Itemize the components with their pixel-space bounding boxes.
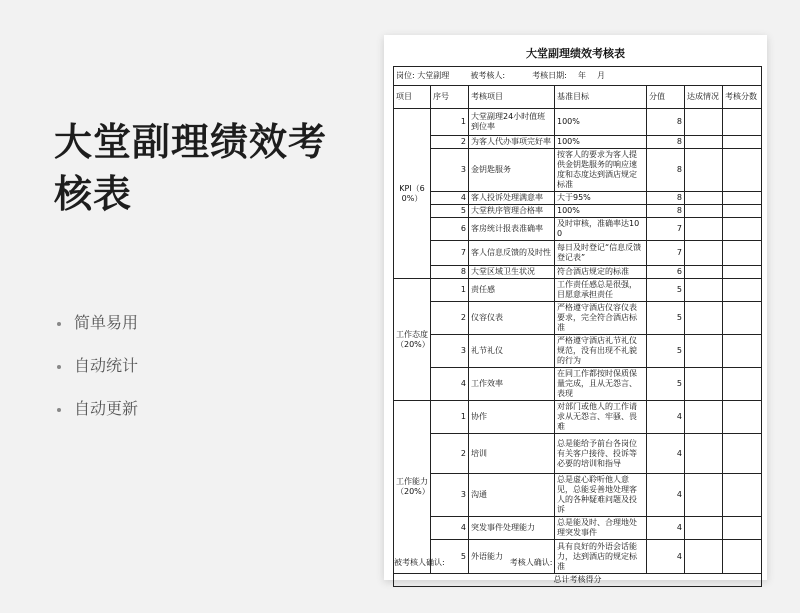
group-name-cell: KPI（60%）	[394, 109, 431, 279]
row-number-cell: 4	[431, 368, 469, 401]
achievement-cell[interactable]	[685, 241, 723, 266]
table-row	[394, 136, 762, 149]
header-cell: 基准目标	[555, 86, 647, 109]
table-row	[394, 192, 762, 205]
score-cell: 4	[647, 434, 685, 474]
item-cell: 责任感	[469, 279, 555, 302]
table-row	[394, 517, 762, 540]
target-cell: 工作责任感总是很强，目愿意承担责任	[555, 279, 647, 302]
score-cell: 8	[647, 192, 685, 205]
feature-item: 自动更新	[54, 392, 138, 435]
header-row	[394, 86, 762, 109]
row-number-cell: 3	[431, 149, 469, 192]
month-label: 月	[597, 71, 606, 80]
item-cell: 培训	[469, 434, 555, 474]
target-cell: 总是虚心聆听他人意见，总能妥善地处理客人的各种疑难问题及投诉	[555, 474, 647, 517]
score-cell: 7	[647, 218, 685, 241]
feature-list	[54, 306, 138, 435]
target-cell: 总是能及时、合理地处理突发事件	[555, 517, 647, 540]
achievement-cell[interactable]	[685, 434, 723, 474]
achievement-cell[interactable]	[685, 136, 723, 149]
final-score-cell[interactable]	[723, 517, 762, 540]
promo-title: 大堂副理绩效考核表	[54, 120, 328, 216]
table-row	[394, 434, 762, 474]
target-cell: 及时审核，准确率达100	[555, 218, 647, 241]
item-cell: 外语能力	[469, 540, 555, 574]
table-row	[394, 109, 762, 136]
row-number-cell: 6	[431, 218, 469, 241]
row-number-cell: 2	[431, 136, 469, 149]
target-cell: 100%	[555, 109, 647, 136]
target-cell: 每日及时登记“信息反馈登记表”	[555, 241, 647, 266]
achievement-cell[interactable]	[685, 205, 723, 218]
final-score-cell[interactable]	[723, 266, 762, 279]
document-preview	[384, 35, 767, 584]
achievement-cell[interactable]	[685, 109, 723, 136]
final-score-cell[interactable]	[723, 109, 762, 136]
achievement-cell[interactable]	[685, 335, 723, 368]
score-cell: 8	[647, 205, 685, 218]
score-cell: 8	[647, 149, 685, 192]
target-cell: 符合酒店规定的标准	[555, 266, 647, 279]
item-cell: 大堂区域卫生状况	[469, 266, 555, 279]
achievement-cell[interactable]	[685, 401, 723, 434]
header-cell: 分值	[647, 86, 685, 109]
achievement-cell[interactable]	[685, 517, 723, 540]
final-score-cell[interactable]	[723, 218, 762, 241]
achievement-cell[interactable]	[685, 149, 723, 192]
final-score-cell[interactable]	[723, 136, 762, 149]
item-cell: 仪容仪表	[469, 302, 555, 335]
score-cell: 4	[647, 540, 685, 574]
table-row	[394, 149, 762, 192]
table-row	[394, 335, 762, 368]
table-row	[394, 368, 762, 401]
header-cell: 序号	[431, 86, 469, 109]
table-row	[394, 279, 762, 302]
achievement-cell[interactable]	[685, 279, 723, 302]
item-cell: 礼节礼仪	[469, 335, 555, 368]
final-score-cell[interactable]	[723, 302, 762, 335]
final-score-cell[interactable]	[723, 474, 762, 517]
confirm-footer	[394, 557, 754, 568]
table-row	[394, 266, 762, 279]
header-cell: 项目	[394, 86, 431, 109]
score-cell: 7	[647, 241, 685, 266]
item-cell: 协作	[469, 401, 555, 434]
date-label: 考核日期:	[532, 71, 567, 80]
item-cell: 为客人代办事项完好率	[469, 136, 555, 149]
final-score-cell[interactable]	[723, 335, 762, 368]
score-cell: 6	[647, 266, 685, 279]
examinee-confirm: 被考核人确认:	[394, 558, 445, 567]
row-number-cell: 8	[431, 266, 469, 279]
table-row	[394, 474, 762, 517]
item-cell: 客人投诉处理满意率	[469, 192, 555, 205]
achievement-cell[interactable]	[685, 218, 723, 241]
table-row	[394, 302, 762, 335]
examiner-confirm: 考核人确认:	[509, 558, 553, 567]
table-row	[394, 205, 762, 218]
final-score-cell[interactable]	[723, 279, 762, 302]
final-score-cell[interactable]	[723, 205, 762, 218]
group-name-cell: 工作能力（20%）	[394, 401, 431, 574]
final-score-cell[interactable]	[723, 401, 762, 434]
score-cell: 5	[647, 302, 685, 335]
header-cell: 达成情况	[685, 86, 723, 109]
target-cell: 按客人的要求为客人提供金钥匙服务的响应速度和态度达到酒店规定标准	[555, 149, 647, 192]
item-cell: 客房统计报表准确率	[469, 218, 555, 241]
position-value: 大堂副理	[417, 71, 450, 80]
info-row	[394, 67, 762, 86]
score-cell: 8	[647, 109, 685, 136]
achievement-cell[interactable]	[685, 302, 723, 335]
final-score-cell[interactable]	[723, 434, 762, 474]
score-cell: 4	[647, 401, 685, 434]
target-cell: 严格遵守酒店礼节礼仪规范，没有出现不礼貌的行为	[555, 335, 647, 368]
target-cell: 对部门或他人的工作请求从无怨言、牢骚、畏难	[555, 401, 647, 434]
row-number-cell: 4	[431, 517, 469, 540]
item-cell: 金钥匙服务	[469, 149, 555, 192]
row-number-cell: 1	[431, 109, 469, 136]
header-cell: 考核分数	[723, 86, 762, 109]
row-number-cell: 4	[431, 192, 469, 205]
item-cell: 突发事件处理能力	[469, 517, 555, 540]
score-cell: 5	[647, 279, 685, 302]
evaluation-table	[393, 66, 762, 587]
total-row	[394, 574, 762, 587]
final-score-cell[interactable]	[723, 241, 762, 266]
achievement-cell[interactable]	[685, 368, 723, 401]
feature-item: 简单易用	[54, 306, 138, 349]
item-cell: 客人信息反馈的及时性	[469, 241, 555, 266]
score-cell: 8	[647, 136, 685, 149]
achievement-cell[interactable]	[685, 266, 723, 279]
score-cell: 5	[647, 335, 685, 368]
achievement-cell[interactable]	[685, 474, 723, 517]
row-number-cell: 1	[431, 279, 469, 302]
header-cell: 考核项目	[469, 86, 555, 109]
target-cell: 100%	[555, 136, 647, 149]
table-row	[394, 218, 762, 241]
item-cell: 大堂副理24小时值班到位率	[469, 109, 555, 136]
row-number-cell: 2	[431, 434, 469, 474]
target-cell: 在同工作都按时保质保量完成，且从无怨言、表现	[555, 368, 647, 401]
score-cell: 4	[647, 517, 685, 540]
examinee-label: 被考核人:	[470, 71, 506, 80]
year-label: 年	[577, 71, 586, 80]
target-cell: 大于95%	[555, 192, 647, 205]
sheet-title: 大堂副理绩效考核表	[526, 47, 625, 60]
achievement-cell[interactable]	[685, 192, 723, 205]
item-cell: 工作效率	[469, 368, 555, 401]
row-number-cell: 5	[431, 205, 469, 218]
score-cell: 5	[647, 368, 685, 401]
score-cell: 4	[647, 474, 685, 517]
row-number-cell: 3	[431, 335, 469, 368]
item-cell: 大堂秩序管理合格率	[469, 205, 555, 218]
row-number-cell: 1	[431, 401, 469, 434]
table-row	[394, 401, 762, 434]
row-number-cell: 7	[431, 241, 469, 266]
target-cell: 严格遵守酒店仪容仪表要求，完全符合酒店标准	[555, 302, 647, 335]
feature-item: 自动统计	[54, 349, 138, 392]
item-cell: 沟通	[469, 474, 555, 517]
total-label: 总计考核得分	[394, 574, 762, 587]
final-score-cell[interactable]	[723, 149, 762, 192]
row-number-cell: 2	[431, 302, 469, 335]
target-cell: 具有良好的外语会话能力，达到酒店的规定标准	[555, 540, 647, 574]
target-cell: 100%	[555, 205, 647, 218]
row-number-cell: 5	[431, 540, 469, 574]
position-label: 岗位:	[396, 71, 415, 80]
table-row	[394, 241, 762, 266]
row-number-cell: 3	[431, 474, 469, 517]
group-name-cell: 工作态度（20%）	[394, 279, 431, 401]
target-cell: 总是能给予前台各岗位有关客户接待、投诉等必要的培训和指导	[555, 434, 647, 474]
final-score-cell[interactable]	[723, 192, 762, 205]
final-score-cell[interactable]	[723, 368, 762, 401]
